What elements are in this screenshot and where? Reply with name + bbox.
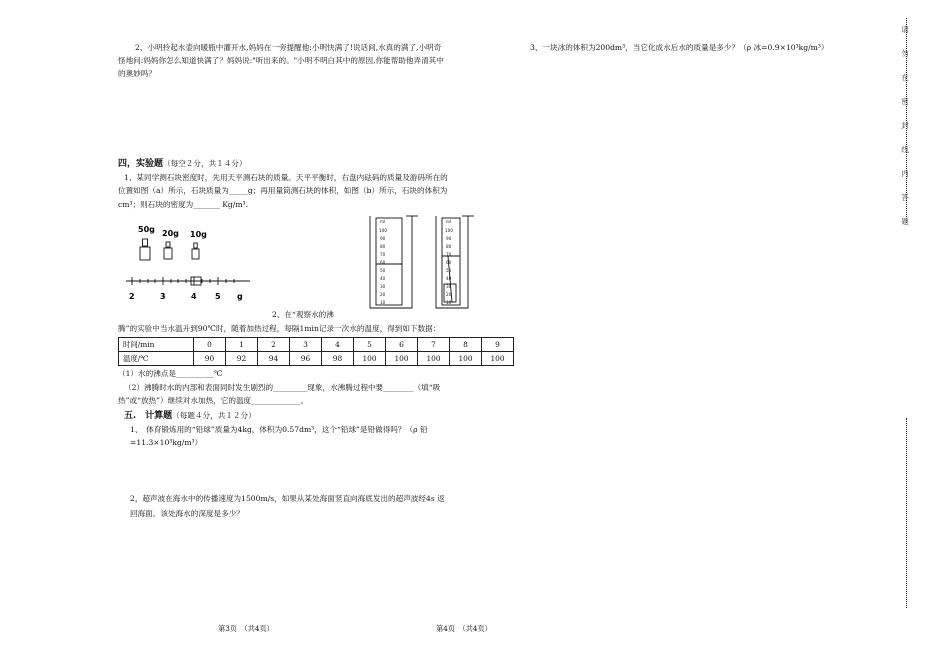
cyl-right-mark-80: 80	[446, 244, 452, 249]
cyl-left-mark-60: 60	[380, 260, 386, 265]
cylinder-left	[370, 216, 418, 308]
seal-char: 答	[901, 193, 909, 202]
weight-label-10g: 10g	[190, 230, 207, 239]
cyl-left-mark-30: 30	[380, 284, 386, 289]
cyl-right-mark-60: 60	[446, 260, 452, 265]
calc1-line-2: =11.3×10³kg/m³）	[130, 438, 203, 447]
table-cell: 94	[258, 352, 290, 366]
exp1-line-3: cm³；则石块的密度为_______ Kg/m³.	[118, 200, 248, 209]
cyl-left-mark-20: 20	[380, 292, 386, 297]
exp2-intro: 2、在“观察水的沸	[272, 310, 334, 319]
seal-line-bottom	[906, 418, 907, 608]
table-head-time: 时间/min	[119, 338, 194, 352]
exp2-q2-line-2: 热”或“放热”）继续对水加热，它的温度_____________。	[118, 396, 309, 405]
section-5-note: （每题４分，共１２分）	[172, 411, 256, 420]
exp2-q1: （1）水的沸点是__________℃	[118, 369, 223, 378]
exp2-q2-line-1: （2）沸腾时水的内部和表面同时发生剧烈的_________现象，水沸腾过程中要________（填“吸	[124, 383, 441, 392]
cyl-right-mark-100: 100	[445, 228, 453, 233]
table-cell: 90	[194, 352, 226, 366]
seal-char: 密	[901, 97, 909, 106]
scale-tick-3: 3	[160, 292, 166, 301]
weight-label-20g: 20g	[162, 229, 179, 238]
weight-10g-icon	[192, 243, 199, 259]
table-head-temp: 温度/℃	[119, 352, 194, 366]
cyl-left-mark-40: 40	[380, 276, 386, 281]
cyl-left-mark-80: 80	[380, 244, 386, 249]
cyl-left-mark-50: 50	[380, 268, 386, 273]
cylinder-figure	[360, 212, 510, 312]
table-cell: 8	[450, 338, 482, 352]
table-cell: 100	[482, 352, 514, 366]
q2-line-1: 2、小明拎起水壶向暖瓶中灌开水,妈妈在一旁提醒他:小明快满了!说话间,水真的满了,小明奇	[135, 43, 442, 52]
temperature-table	[118, 337, 514, 366]
table-cell: 1	[226, 338, 258, 352]
table-row	[119, 338, 514, 352]
exp1-line-1: 1、某同学测石块密度时，先用天平测石块的质量。天平平衡时，右盘内砝码的质量及游码所在的	[124, 173, 448, 182]
rider-scale	[126, 277, 250, 285]
cyl-right-mark-50: 50	[446, 268, 452, 273]
scale-tick-5: 5	[215, 292, 221, 301]
table-cell: 0	[194, 338, 226, 352]
table-cell: 100	[418, 352, 450, 366]
footer-page-3: 第3页 （共4页）	[218, 624, 274, 633]
weight-label-50g: 50g	[138, 225, 155, 234]
cyl-right-mark-90: 90	[446, 236, 452, 241]
cylinder-right	[436, 216, 474, 308]
table-cell: 100	[354, 352, 386, 366]
seal-char: 在	[901, 73, 909, 82]
seal-char: 封	[901, 121, 909, 130]
seal-char: 勿	[901, 49, 909, 58]
table-cell: 100	[386, 352, 418, 366]
cyl-left-mark-100: 100	[379, 228, 387, 233]
seal-char: 内	[901, 169, 909, 178]
cyl-right-mark-40: 40	[446, 276, 452, 281]
exp1-line-2: 位置如图（a）所示，石块质量为_____g；再用量筒测石块的体积，如图（b）所示，石块的体积为	[118, 186, 448, 195]
q3-text: 3、一块冰的体积为200dm³，当它化成水后水的质量是多少？（ρ 冰=0.9×10³kg/m³）	[530, 43, 829, 52]
cyl-right-mark-30: 30	[446, 284, 452, 289]
section-4-note: （每空２分，共１４分）	[163, 159, 247, 168]
calc2-line-2: 回海面。该处海水的深度是多少？	[130, 509, 244, 518]
calc1-line-1: 1、 体育锻炼用的“铅球”质量为4kg，体积为0.57dm³，这个“铅球”是铅做得吗？（ρ 铅	[130, 425, 428, 434]
seal-char: 线	[901, 145, 909, 154]
cyl-right-mark-10: 10	[446, 300, 452, 305]
table-cell: 7	[418, 338, 450, 352]
footer-page-4: 第4页 （共4页）	[436, 624, 492, 633]
scale-tick-g: g	[237, 292, 243, 301]
cyl-left-mark-90: 90	[380, 236, 386, 241]
calc2-line-1: 2，超声波在海水中的传播速度为1500m/s，如果从某处海面竖直向海底发出的超声波经4s 返	[130, 494, 445, 503]
table-cell: 4	[322, 338, 354, 352]
table-cell: 96	[290, 352, 322, 366]
table-cell: 98	[322, 352, 354, 366]
section-4-title: 四，实验题（每空２分，共１４分）	[118, 159, 247, 169]
cyl-left-mark-10: 10	[380, 300, 386, 305]
weight-50g-icon	[140, 239, 150, 260]
seal-char: 题	[901, 217, 909, 226]
scale-tick-2: 2	[129, 292, 135, 301]
seal-char: 请	[901, 25, 909, 34]
cyl-right-mark-70: 70	[446, 252, 452, 257]
q2-line-2: 怪地问:妈妈你怎么知道快满了？妈妈说:"听出来的。"小明不明白其中的原因,你能帮助他弄清其中	[118, 56, 444, 65]
cyl-right-mark-20: 20	[446, 292, 452, 297]
table-cell: 3	[290, 338, 322, 352]
section-5-title: 五. 计算题（每题４分，共１２分）	[124, 411, 256, 421]
table-row	[119, 352, 514, 366]
cyl-right-mark-ml: ml	[446, 219, 452, 224]
table-cell: 9	[482, 338, 514, 352]
exp2-line: 腾”的实验中当水温升到90℃时，随着加热过程，每隔1min记录一次水的温度，得到如下数据：	[118, 324, 441, 333]
cyl-left-mark-ml: ml	[380, 219, 386, 224]
cyl-left-mark-70: 70	[380, 252, 386, 257]
table-cell: 92	[226, 352, 258, 366]
weight-20g-icon	[164, 242, 172, 259]
balance-figure	[118, 222, 268, 308]
table-cell: 5	[354, 338, 386, 352]
table-cell: 2	[258, 338, 290, 352]
table-cell: 6	[386, 338, 418, 352]
cylinder-left-marks	[379, 219, 387, 305]
scale-tick-4: 4	[191, 292, 197, 301]
cylinder-right-marks	[445, 219, 453, 305]
table-cell: 100	[450, 352, 482, 366]
q2-line-3: 的奥妙吗？	[118, 69, 156, 78]
